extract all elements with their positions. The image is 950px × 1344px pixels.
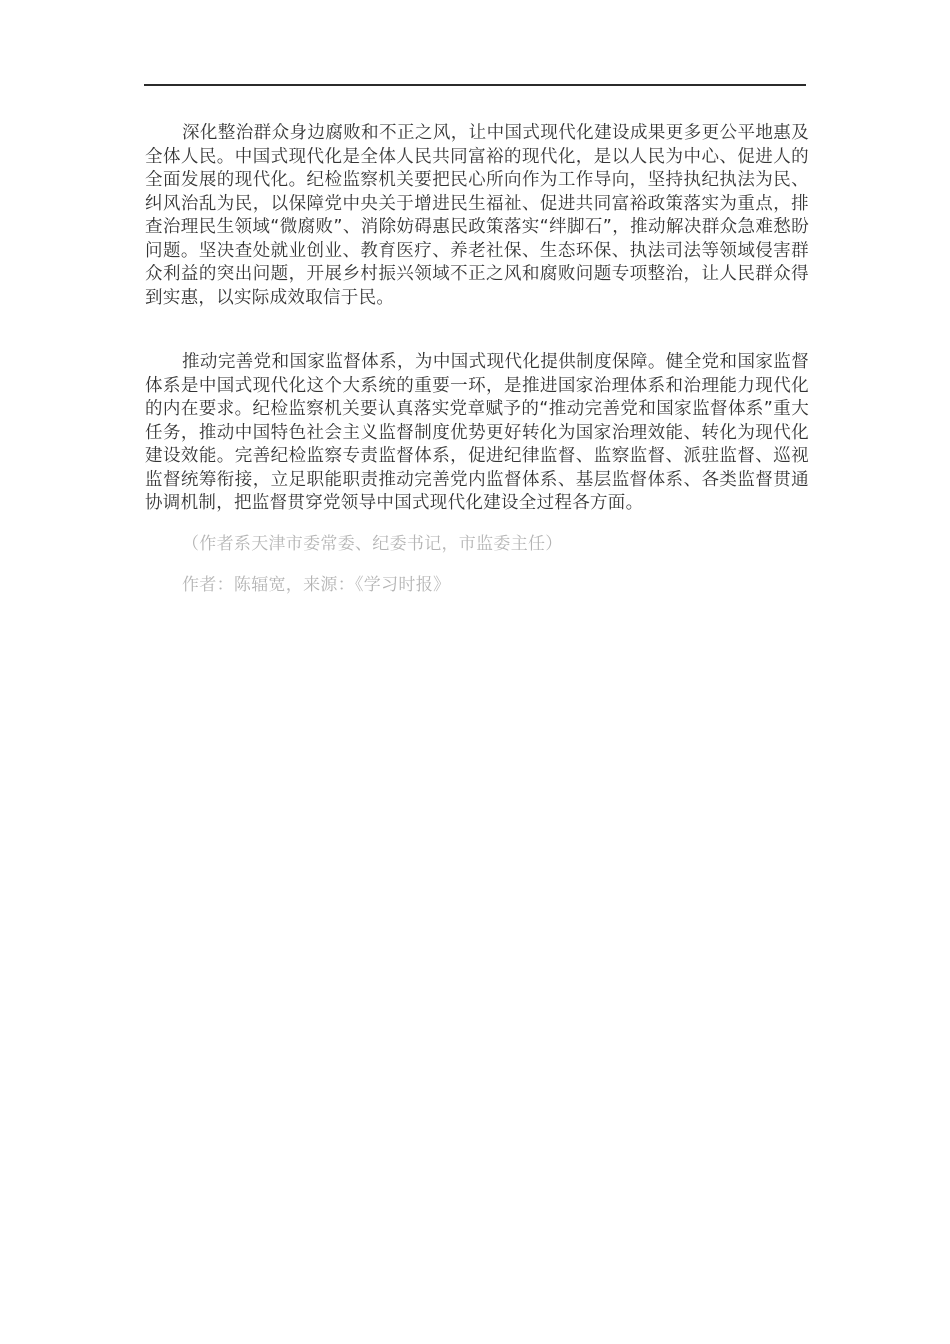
paragraph-1: 深化整治群众身边腐败和不正之风，让中国式现代化建设成果更多更公平地惠及全体人民。中国式现代化是全体人民共同富裕的现代化，是以人民为中心、促进人的全面发展的现代化。纪检监察机关要把民心所向作为工作导向，坚持执纪执法为民、纠风治乱为民，以保障党中央关于增进民生福祉、促进共同富裕政策落实为重点，排查治理民生领域“微腐败”、消除妨碍惠民政策落实“绊脚石”，推动解决群众急难愁盼问题。坚决查处就业创业、教育医疗、养老社保、生态环保、执法司法等领域侵害群众利益的突出问题，开展乡村振兴领域不正之风和腐败问题专项整治，让人民群众得到实惠，以实际成效取信于民。 (145, 123, 809, 308)
byline: 作者：陈辐宽，来源：《学习时报》 (182, 574, 451, 595)
author-note: （作者系天津市委常委、纪委书记，市监委主任） (182, 533, 563, 554)
paragraph-2: 推动完善党和国家监督体系，为中国式现代化提供制度保障。健全党和国家监督体系是中国式现代化这个大系统的重要一环，是推进国家治理体系和治理能力现代化的内在要求。纪检监察机关要认真落实党章赋予的“推动完善党和国家监督体系”重大任务，推动中国特色社会主义监督制度优势更好转化为国家治理效能、转化为现代化建设效能。完善纪检监察专责监督体系，促进纪律监督、监察监督、派驻监督、巡视监督统筹衔接，立足职能职责推动完善党内监督体系、基层监督体系、各类监督贯通协调机制，把监督贯穿党领导中国式现代化建设全过程各方面。 (145, 352, 809, 513)
top-divider (144, 84, 806, 86)
article-body (145, 122, 809, 596)
